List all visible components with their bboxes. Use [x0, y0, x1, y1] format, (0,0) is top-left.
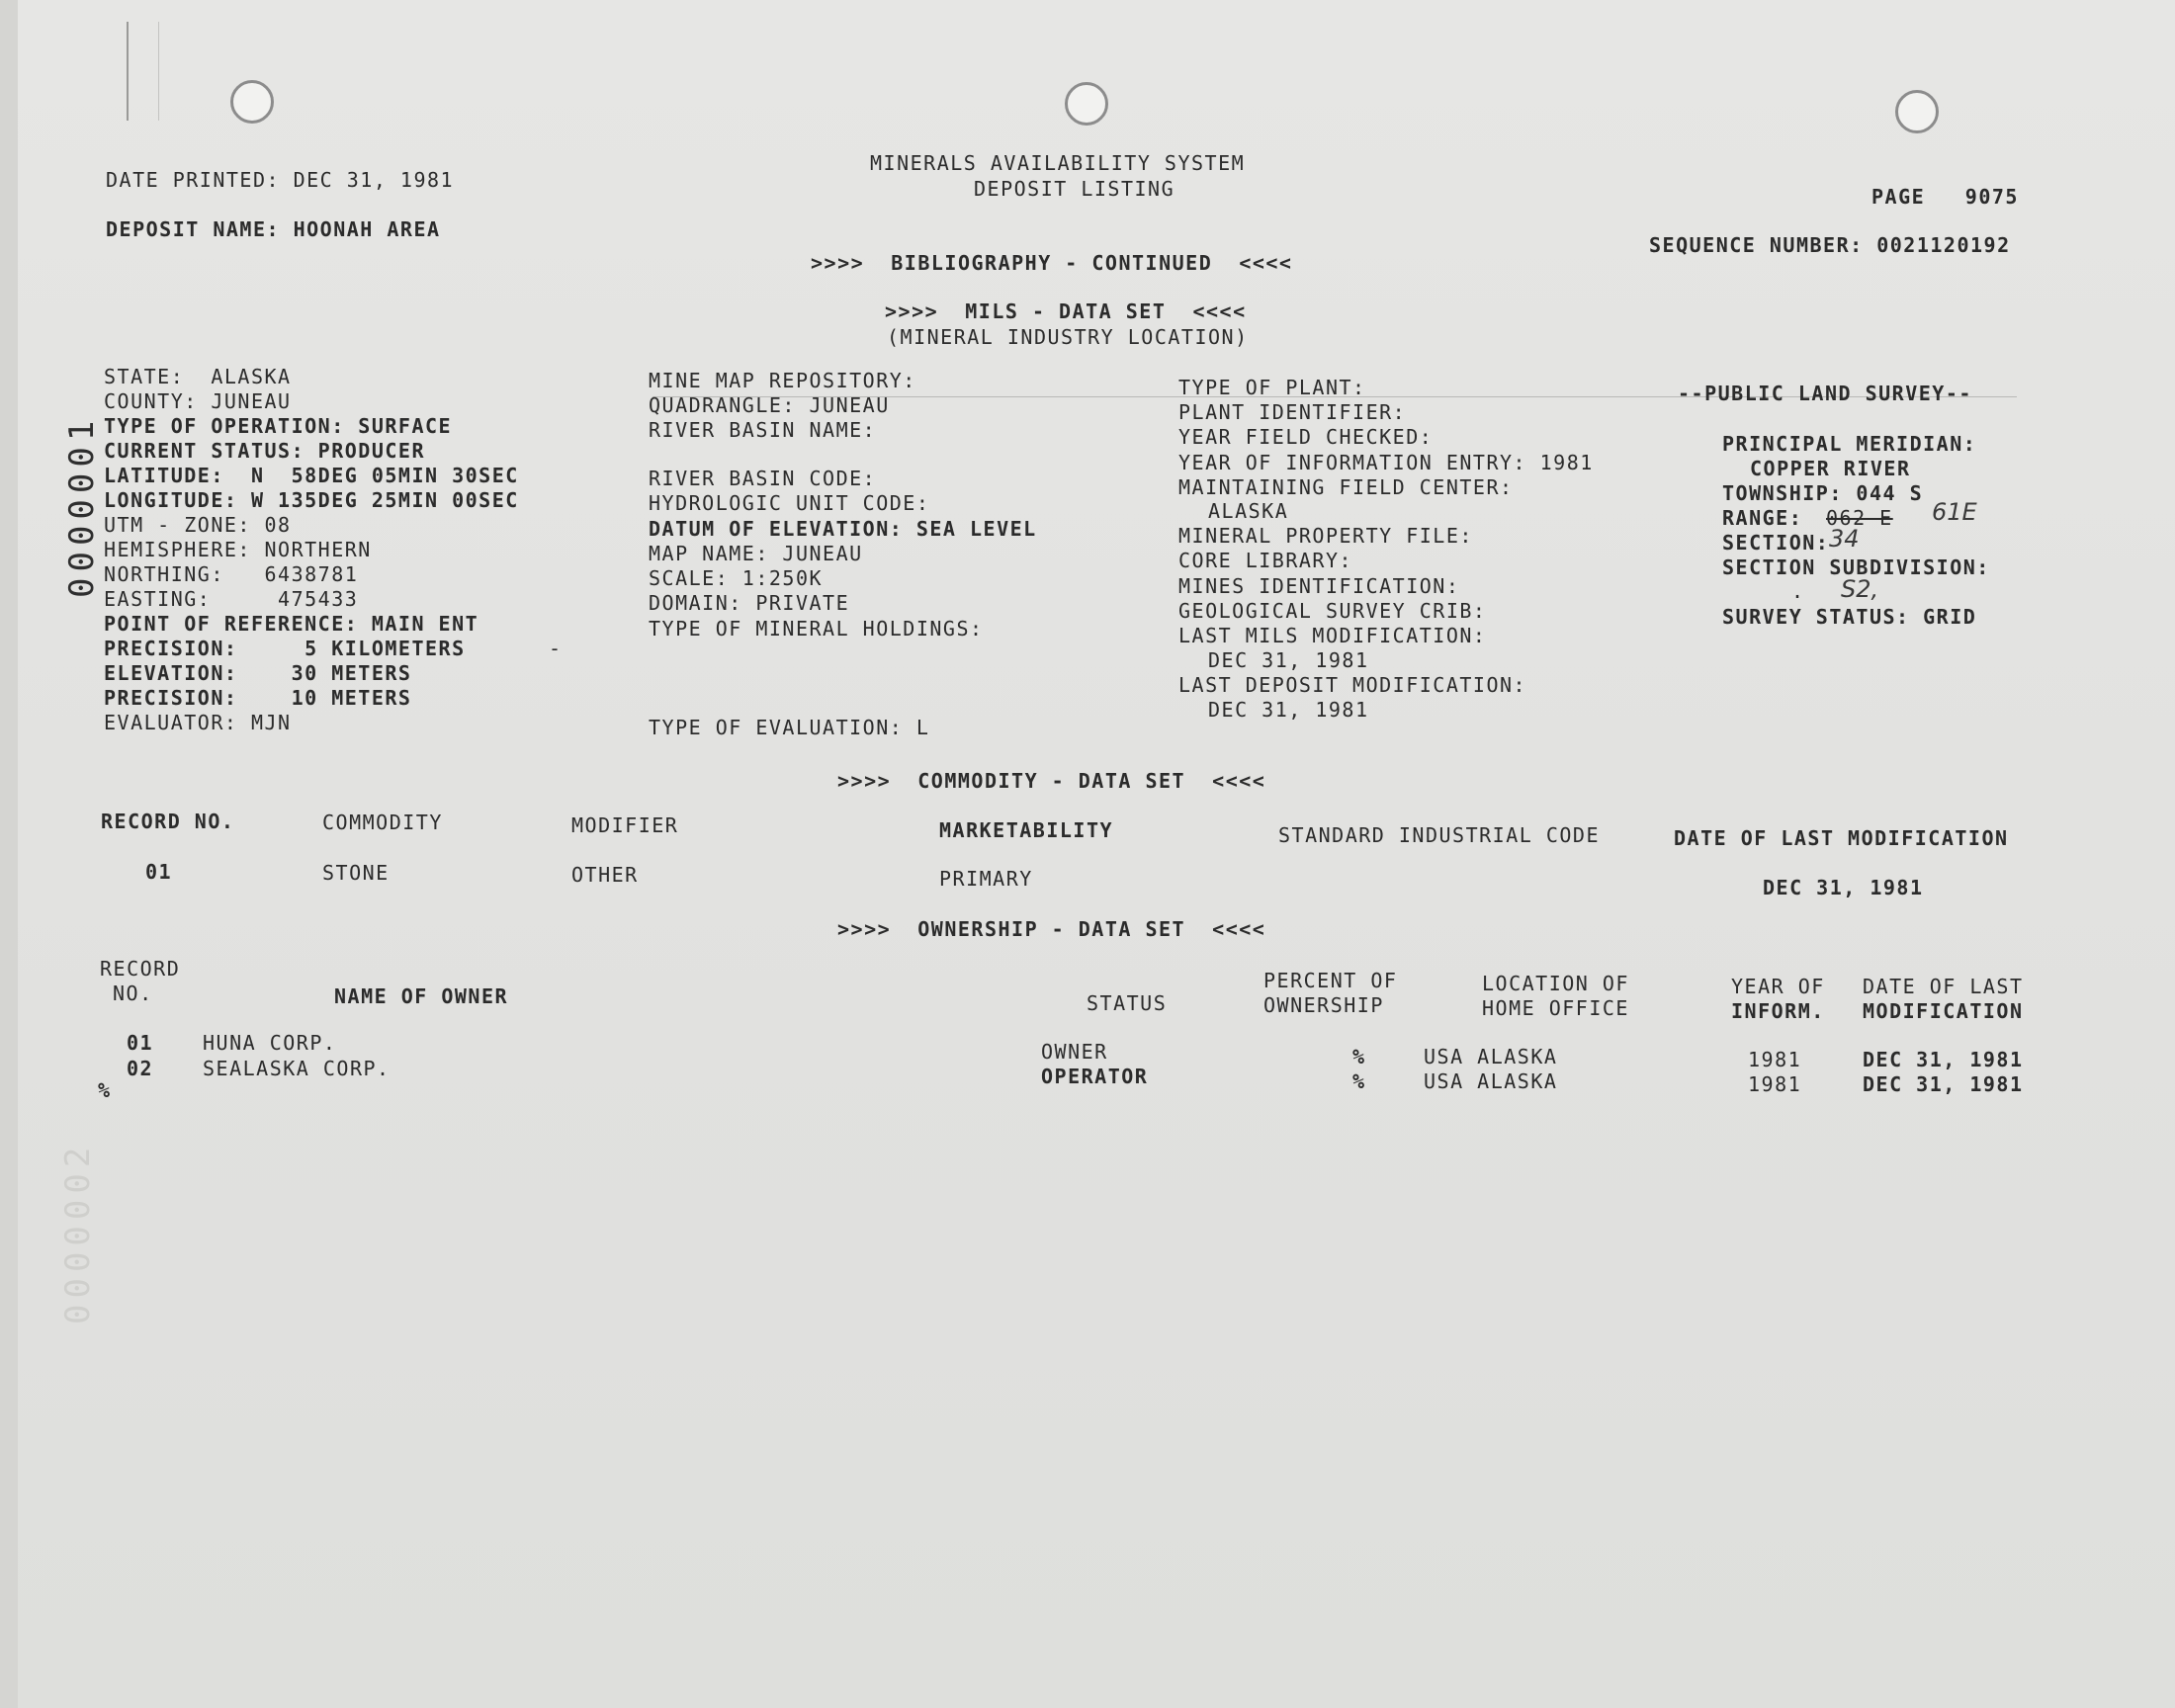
punch-hole-center: [1065, 82, 1108, 126]
ownership-date: DEC 31, 1981: [1863, 1048, 2024, 1071]
section-label: SECTION:: [1722, 531, 1830, 555]
mils-col2-line: SCALE: 1:250K: [649, 566, 824, 590]
mils-col2-line: QUADRANGLE: JUNEAU: [649, 393, 890, 417]
commodity-date: DEC 31, 1981: [1763, 876, 1924, 899]
mils-col3-line: LAST MILS MODIFICATION:: [1178, 624, 1487, 647]
mils-col1-line: LONGITUDE: W 135DEG 25MIN 00SEC: [104, 488, 519, 512]
ownership-header-record: RECORD: [100, 957, 181, 981]
commodity-name: STONE: [322, 861, 390, 885]
stray-dash: -: [549, 637, 563, 660]
mils-col2-line: HYDROLOGIC UNIT CODE:: [649, 491, 930, 515]
mils-col3-line: DEC 31, 1981: [1208, 698, 1369, 722]
ownership-status: OPERATOR: [1041, 1065, 1149, 1088]
commodity-modifier: OTHER: [571, 863, 639, 887]
ownership-owner-name: HUNA CORP.: [203, 1031, 337, 1055]
mils-col3-line: ALASKA: [1208, 499, 1289, 523]
sequence-number: SEQUENCE NUMBER: 0021120192: [1649, 233, 2011, 257]
mils-col1-line: UTM - ZONE: 08: [104, 513, 292, 537]
section-handwritten: 34: [1829, 525, 1860, 553]
ownership-header-modification: MODIFICATION: [1863, 999, 2024, 1023]
punch-hole-left: [230, 80, 274, 124]
ownership-header-record-no: NO.: [113, 982, 153, 1005]
mils-col3-line: DEC 31, 1981: [1208, 648, 1369, 672]
commodity-header-marketability: MARKETABILITY: [939, 818, 1114, 842]
ownership-percent: %: [1352, 1045, 1366, 1068]
ownership-header-percent: PERCENT OF: [1263, 969, 1398, 992]
commodity-marketability: PRIMARY: [939, 867, 1033, 891]
section-subdivision: SECTION SUBDIVISION:: [1722, 555, 1990, 579]
range-value-struck: 062 E: [1826, 506, 1893, 530]
mils-col3-line: YEAR OF INFORMATION ENTRY: 1981: [1178, 451, 1594, 474]
township: TOWNSHIP: 044 S: [1722, 481, 1924, 505]
subdivision-handwritten: S2,: [1841, 575, 1879, 603]
public-land-survey-heading: --PUBLIC LAND SURVEY--: [1678, 382, 1972, 405]
ownership-heading: >>>> OWNERSHIP - DATA SET <<<<: [837, 917, 1266, 941]
ownership-date: DEC 31, 1981: [1863, 1072, 2024, 1096]
survey-status: SURVEY STATUS: GRID: [1722, 605, 1977, 629]
principal-meridian: PRINCIPAL MERIDIAN:: [1722, 432, 1977, 456]
commodity-header-commodity: COMMODITY: [322, 811, 443, 834]
ownership-header-date: DATE OF LAST: [1863, 975, 2024, 998]
ownership-header-name: NAME OF OWNER: [334, 984, 509, 1008]
ownership-location: USA ALASKA: [1424, 1069, 1558, 1093]
ownership-location: USA ALASKA: [1424, 1045, 1558, 1068]
ownership-percent: %: [1352, 1069, 1366, 1093]
meridian-value: COPPER RIVER: [1750, 457, 1911, 480]
deposit-name: DEPOSIT NAME: HOONAH AREA: [106, 217, 441, 241]
mils-col1-line: LATITUDE: N 58DEG 05MIN 30SEC: [104, 464, 519, 487]
mils-col1-line: POINT OF REFERENCE: MAIN ENT: [104, 612, 479, 636]
mils-subheading: (MINERAL INDUSTRY LOCATION): [887, 325, 1249, 349]
range-label: RANGE:: [1722, 506, 1803, 530]
punch-hole-right: [1895, 90, 1939, 133]
mils-col1-line: TYPE OF OPERATION: SURFACE: [104, 414, 453, 438]
commodity-header-modifier: MODIFIER: [571, 813, 679, 837]
mils-col3-line: YEAR FIELD CHECKED:: [1178, 425, 1434, 449]
ownership-header-location: LOCATION OF: [1482, 972, 1629, 995]
ownership-header-ownership: OWNERSHIP: [1263, 993, 1384, 1017]
mils-col2-line: MINE MAP REPOSITORY:: [649, 369, 916, 392]
mils-col2-line: TYPE OF EVALUATION: L: [649, 716, 930, 739]
mils-col2-line: MAP NAME: JUNEAU: [649, 542, 863, 565]
system-title: MINERALS AVAILABILITY SYSTEM: [870, 151, 1246, 175]
commodity-record: 01: [145, 860, 173, 884]
mils-col2-line: RIVER BASIN CODE:: [649, 467, 877, 490]
mils-col1-line: EASTING: 475433: [104, 587, 359, 611]
mils-col3-line: LAST DEPOSIT MODIFICATION:: [1178, 673, 1527, 697]
mils-col2-line: DATUM OF ELEVATION: SEA LEVEL: [649, 517, 1037, 541]
mils-col3-line: TYPE OF PLANT:: [1178, 376, 1366, 399]
ownership-header-status: STATUS: [1087, 991, 1168, 1015]
mils-col1-line: CURRENT STATUS: PRODUCER: [104, 439, 425, 463]
mils-col1-line: STATE: ALASKA: [104, 365, 292, 388]
range-handwritten: 61E: [1932, 498, 1977, 526]
mils-col3-line: MAINTAINING FIELD CENTER:: [1178, 475, 1514, 499]
mils-col1-line: HEMISPHERE: NORTHERN: [104, 538, 372, 561]
listing-title: DEPOSIT LISTING: [974, 177, 1175, 201]
mils-col1-line: EVALUATOR: MJN: [104, 711, 292, 734]
mils-col3-line: PLANT IDENTIFIER:: [1178, 400, 1407, 424]
mils-col2-line: TYPE OF MINERAL HOLDINGS:: [649, 617, 984, 640]
mils-col3-line: CORE LIBRARY:: [1178, 549, 1353, 572]
paper-tab-mark: [127, 22, 159, 121]
page-edge: [0, 0, 18, 1708]
ownership-year: 1981: [1748, 1072, 1802, 1096]
bibliography-heading: >>>> BIBLIOGRAPHY - CONTINUED <<<<: [811, 251, 1293, 275]
commodity-header-record: RECORD NO.: [101, 810, 235, 833]
ownership-header-year: YEAR OF: [1731, 975, 1825, 998]
page-number: PAGE 9075: [1871, 185, 2019, 209]
mils-col1-line: PRECISION: 10 METERS: [104, 686, 412, 710]
mils-col1-line: NORTHING: 6438781: [104, 562, 359, 586]
mils-col3-line: GEOLOGICAL SURVEY CRIB:: [1178, 599, 1487, 623]
mils-heading: >>>> MILS - DATA SET <<<<: [885, 299, 1247, 323]
ownership-status: OWNER: [1041, 1040, 1108, 1064]
mils-col3-line: MINES IDENTIFICATION:: [1178, 574, 1460, 598]
faint-stamp-number: 0000002: [58, 1141, 98, 1324]
ownership-header-inform: INFORM.: [1731, 999, 1825, 1023]
mils-col1-line: COUNTY: JUNEAU: [104, 389, 292, 413]
mils-col2-line: DOMAIN: PRIVATE: [649, 591, 850, 615]
ownership-year: 1981: [1748, 1048, 1802, 1071]
end-of-record-mark: %: [98, 1078, 112, 1102]
mils-col1-line: ELEVATION: 30 METERS: [104, 661, 412, 685]
commodity-header-sic: STANDARD INDUSTRIAL CODE: [1278, 823, 1600, 847]
mils-col3-line: MINERAL PROPERTY FILE:: [1178, 524, 1473, 548]
mils-col2-line: RIVER BASIN NAME:: [649, 418, 877, 442]
ownership-owner-name: SEALASKA CORP.: [203, 1057, 391, 1080]
ownership-record: 01: [127, 1031, 154, 1055]
ownership-record: 02: [127, 1057, 154, 1080]
commodity-header-date: DATE OF LAST MODIFICATION: [1674, 826, 2009, 850]
mils-col1-line: PRECISION: 5 KILOMETERS: [104, 637, 466, 660]
subdivision-dot: .: [1791, 579, 1805, 603]
margin-stamp-number: 0000001: [62, 414, 102, 598]
commodity-heading: >>>> COMMODITY - DATA SET <<<<: [837, 769, 1266, 793]
date-printed: DATE PRINTED: DEC 31, 1981: [106, 168, 455, 192]
ownership-header-home-office: HOME OFFICE: [1482, 996, 1629, 1020]
